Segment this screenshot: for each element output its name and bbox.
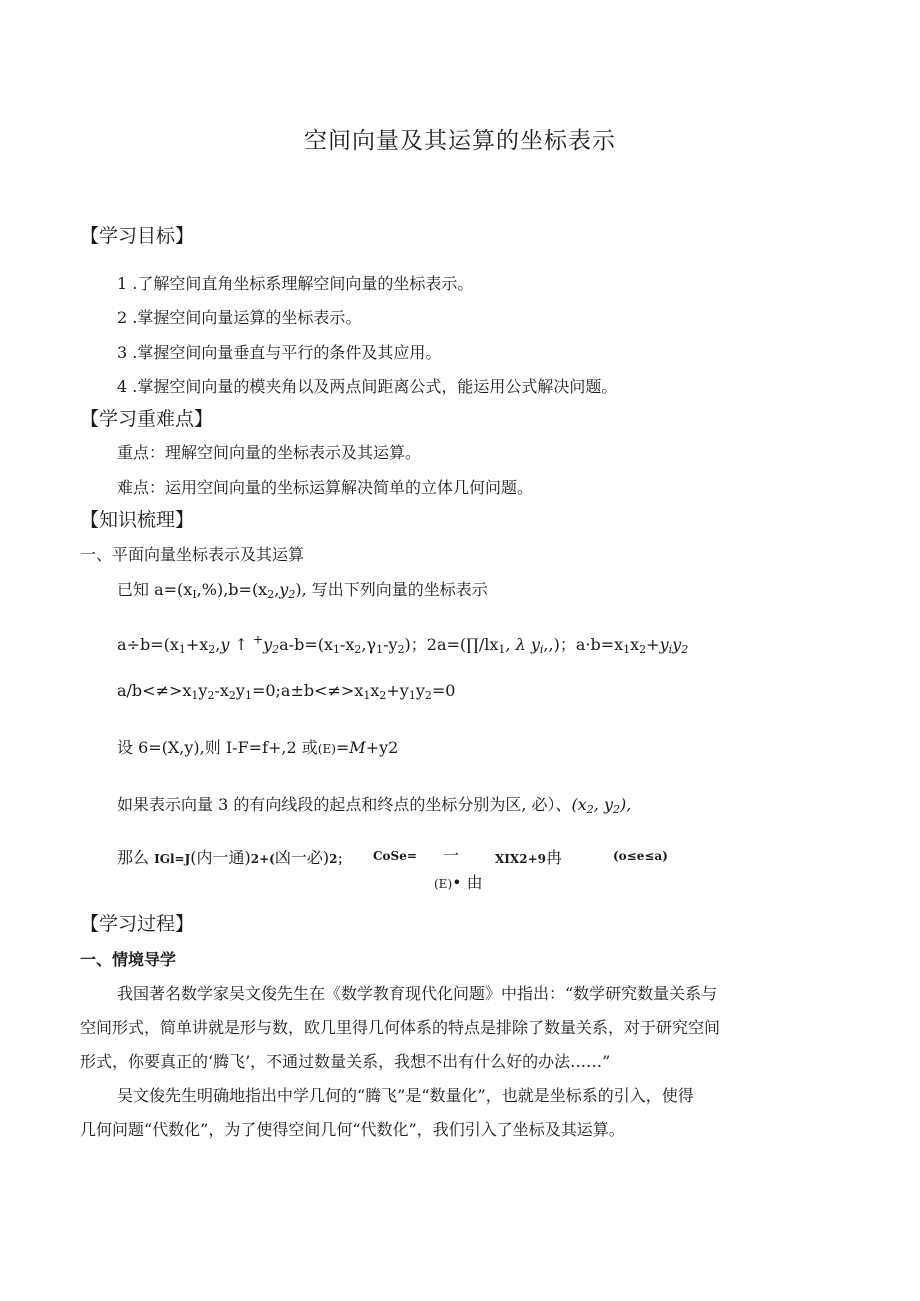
formula-cos-label: CoSe= <box>373 849 417 863</box>
formula-angle-range: (o≤e≤a) <box>613 849 668 863</box>
paragraph-line: 吴文俊先生明确地指出中学几何的“腾飞”是“数量化”，也就是坐标系的引入，使得 <box>117 1086 694 1105</box>
section-heading-process: 【学习过程】 <box>80 913 195 935</box>
formula-denominator: (E)• 由 <box>434 873 483 892</box>
paragraph-line: 空间形式，简单讲就是形与数，欧几里得几何体系的特点是排除了数量关系，对于研究空间 <box>80 1018 721 1037</box>
key-point-item: 重点：理解空间向量的坐标表示及其运算。 <box>117 443 422 462</box>
section-heading-key-points: 【学习重难点】 <box>80 408 214 430</box>
formula-segment-endpoints: 如果表示向量 3 的有向线段的起点和终点的坐标分别为区, 必）、($x_2$, $y_2$), <box>117 795 632 816</box>
formula-parallel-perpendicular: $a∕b<\ne>x_1y_2-x_2y_1=0;a\pm b<\ne>x_1x_2+y_1y_2=0$ <box>117 681 456 702</box>
formula-numerator: XIX2+9冉 <box>495 848 563 867</box>
formula-vector-operations: $a\div b=(x_1+x_2,y$ ↑ $^+y_2a-b=(x_1-x_2,\gamma_1-y_2)$；$2a=(\prod/lx_1$, λ $y_i$,,)；$a\cdot b=x_1x_2+y_iy_2$ <box>117 632 689 656</box>
knowledge-sub-heading: 一、平面向量坐标表示及其运算 <box>80 545 305 564</box>
goal-item: 3 .掌握空间向量垂直与平行的条件及其应用。 <box>117 343 442 362</box>
paragraph-line: 我国著名数学家吴文俊先生在《数学教育现代化问题》中指出：“数学研究数量关系与 <box>117 984 718 1003</box>
goal-item: 2 .掌握空间向量运算的坐标表示。 <box>117 308 362 327</box>
formula-magnitude: 设 6=(X,y),则 I-F=f+,2 或(E)=M+y2 <box>117 738 399 757</box>
section-heading-goals: 【学习目标】 <box>80 225 195 247</box>
paragraph-line: 形式，你要真正的‘腾飞’，不通过数量关系，我想不出有什么好的办法……” <box>80 1052 611 1071</box>
knowledge-intro: 已知 $a=(x_I,\%),b=(x_2,y_2)$, 写出下列向量的坐标表示 <box>117 580 488 601</box>
section-heading-knowledge: 【知识梳理】 <box>80 509 195 531</box>
key-point-item: 难点：运用空间向量的坐标运算解决简单的立体几何问题。 <box>117 478 534 497</box>
process-sub-heading: 一、情境导学 <box>80 950 177 969</box>
paragraph-line: 几何问题“代数化”，为了使得空间几何“代数化”，我们引入了坐标及其运算。 <box>80 1120 625 1139</box>
goal-item: 1 .了解空间直角坐标系理解空间向量的坐标表示。 <box>117 274 474 293</box>
goal-item: 4 .掌握空间向量的模夹角以及两点间距离公式，能运用公式解决问题。 <box>117 377 618 396</box>
formula-distance-angle: 那么 IGl=J(内一通)2+(凶一必)2； <box>117 848 350 867</box>
page-title: 空间向量及其运算的坐标表示 <box>304 128 616 154</box>
formula-fraction-bar: 一 <box>443 846 460 865</box>
